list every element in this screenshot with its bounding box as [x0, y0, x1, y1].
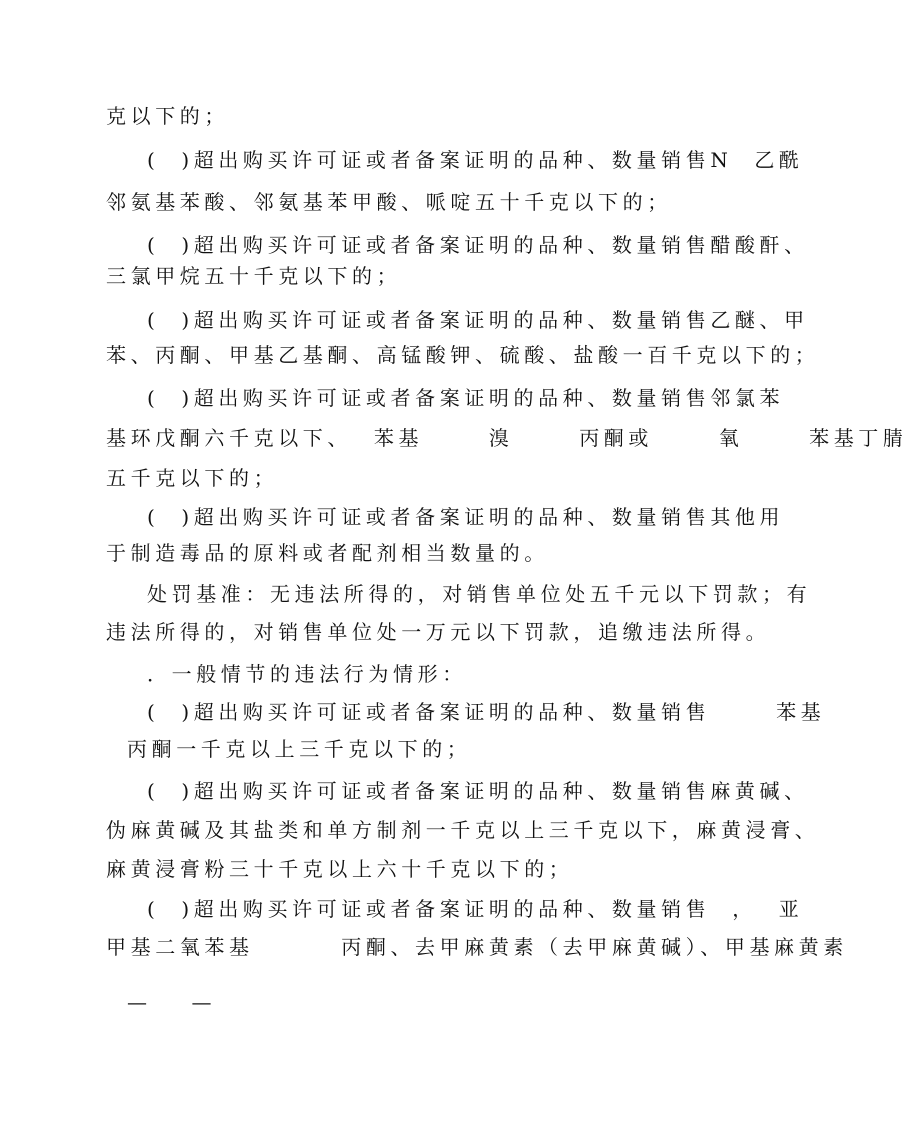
text-line: 甲基二氧苯基 丙酮、去甲麻黄素（去甲麻黄碱）、甲基麻黄素	[106, 935, 848, 959]
text-line: 违法所得的，对销售单位处一万元以下罚款，追缴违法所得。	[106, 620, 771, 644]
text-line: 邻氨基苯酸、邻氨基苯甲酸、哌啶五十千克以下的；	[106, 190, 672, 214]
text-line: 基环戊酮六千克以下、 苯基 溴 丙酮或 氧 苯基丁腈	[106, 426, 908, 450]
text-line: ( )超出购买许可证或者备案证明的品种、数量销售麻黄碱、	[147, 779, 809, 803]
text-line: ( )超出购买许可证或者备案证明的品种、数量销售邻氯苯	[147, 386, 785, 410]
text-line: ( )超出购买许可证或者备案证明的品种、数量销售 苯基	[147, 700, 826, 724]
text-line: 丙酮一千克以上三千克以下的；	[127, 737, 472, 761]
text-line: ( )超出购买许可证或者备案证明的品种、数量销售N 乙酰	[147, 148, 804, 172]
text-line: ( )超出购买许可证或者备案证明的品种、数量销售乙醚、甲	[147, 308, 809, 332]
text-line: 伪麻黄碱及其盐类和单方制剂一千克以上三千克以下，麻黄浸膏、	[106, 818, 820, 842]
text-line: ( )超出购买许可证或者备案证明的品种、数量销售醋酸酐、	[147, 233, 809, 257]
text-line: 克以下的；	[106, 104, 229, 128]
text-line: 于制造毒品的原料或者配剂相当数量的。	[106, 541, 549, 565]
text-line: 五千克以下的；	[106, 466, 279, 490]
section-heading: ．一般情节的违法行为情形：	[147, 662, 467, 686]
text-line: 苯、丙酮、甲基乙基酮、高锰酸钾、硫酸、盐酸一百千克以下的；	[106, 343, 820, 367]
text-line: 三氯甲烷五十千克以下的；	[106, 264, 402, 288]
page-number: — —	[127, 990, 212, 1014]
text-line: 麻黄浸膏粉三十千克以上六十千克以下的；	[106, 857, 574, 881]
text-line: ( )超出购买许可证或者备案证明的品种、数量销售 ， 亚	[147, 897, 804, 921]
text-line: 处罚基准：无违法所得的，对销售单位处五千元以下罚款；有	[147, 582, 812, 606]
text-line: ( )超出购买许可证或者备案证明的品种、数量销售其他用	[147, 505, 785, 529]
